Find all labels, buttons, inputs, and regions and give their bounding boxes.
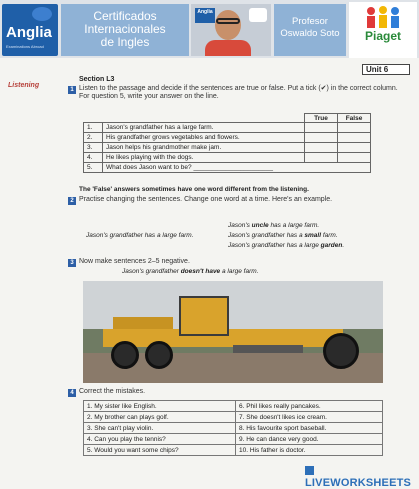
negative-example: Jason's grandfather doesn't have a large farm. [122, 268, 259, 275]
table-row: 1. Jason's grandfather has a large farm. [84, 123, 371, 133]
anglia-logo-text: Anglia [6, 24, 52, 41]
false-column-header: False [338, 114, 371, 123]
true-cell[interactable] [305, 123, 338, 133]
anglia-mini-logo: Anglia [195, 8, 215, 23]
liveworksheets-icon [305, 466, 314, 475]
motor-grader-photo [83, 281, 383, 383]
listening-label: Listening [8, 82, 40, 89]
answer-line[interactable]: What does Jason want to be? ______________________ [103, 163, 371, 173]
mistakes-table [83, 400, 383, 456]
table-row: 3. Jason helps his grandmother make jam. [84, 143, 371, 153]
table-row: 2. My brother can plays golf. 7. She doesn't likes ice cream. [84, 412, 383, 423]
question-4-instructions: Correct the mistakes. [79, 388, 146, 395]
teacher-face [215, 10, 241, 40]
wheel-icon [323, 333, 359, 369]
table-row: 2. His grandfather grows vegetables and flowers. [84, 133, 371, 143]
piaget-logo-text: Piaget [364, 29, 401, 43]
question-3-number: 3 [68, 259, 76, 267]
base-sentence: Jason's grandfather has a large farm. [86, 232, 194, 239]
section-title: Section L3 [79, 76, 115, 83]
true-cell[interactable] [305, 143, 338, 153]
false-cell[interactable] [338, 123, 371, 133]
teacher-body [205, 40, 251, 56]
example-sentence: Jason's grandfather has a small farm. [228, 232, 338, 239]
cab-icon [179, 296, 229, 336]
question-1-instructions: Listen to the passage and decide if the sentences are true or false. Put a tick (✔) in the correct column. For question 5, write your answer on the line. [79, 85, 398, 100]
question-4-number: 4 [68, 389, 76, 397]
teacher-label: Profesor Oswaldo Soto [274, 4, 346, 56]
certificates-title: Certificados Internacionales de Ingles [61, 4, 189, 56]
question-2-number: 2 [68, 197, 76, 205]
true-column-header: True [305, 114, 338, 123]
true-cell[interactable] [305, 153, 338, 163]
false-cell[interactable] [338, 143, 371, 153]
question-1-number: 1 [68, 86, 76, 94]
false-answers-note: The 'False' answers sometimes have one word different from the listening. [79, 186, 309, 193]
anglia-tagline: Examinations Abroad [6, 44, 44, 49]
false-cell[interactable] [338, 153, 371, 163]
teacher-photo [191, 4, 271, 56]
question-2-instructions: Practise changing the sentences. Change one word at a time. Here's an example. [79, 196, 333, 203]
table-row: 4. He likes playing with the dogs. [84, 153, 371, 163]
false-cell[interactable] [338, 133, 371, 143]
children-icon [363, 5, 403, 29]
unit-label: Unit 6 [362, 64, 410, 75]
header-banner [0, 0, 419, 58]
example-sentence: Jason's uncle has a large farm. [228, 222, 320, 229]
true-cell[interactable] [305, 133, 338, 143]
example-sentence: Jason's grandfather has a large garden. [228, 242, 345, 249]
true-false-table [83, 113, 371, 173]
wheel-icon [111, 341, 139, 369]
liveworksheets-watermark: LIVEWORKSHEETS [305, 465, 419, 489]
table-row: 4. Can you play the tennis? 9. He can dance very good. [84, 434, 383, 445]
piaget-logo [349, 2, 417, 58]
globe-icon [32, 7, 52, 21]
badge-icon [249, 8, 267, 22]
table-row: 3. She can't play violin. 8. His favourite sport baseball. [84, 423, 383, 434]
anglia-logo [2, 4, 58, 56]
table-row: 5. What does Jason want to be? ______________________ [84, 163, 371, 173]
table-row: 5. Would you want some chips? 10. His father is doctor. [84, 445, 383, 456]
wheel-icon [145, 341, 173, 369]
glasses-icon [216, 18, 240, 24]
question-3-instructions: Now make sentences 2–5 negative. [79, 258, 190, 265]
table-row: 1. My sister like English. 6. Phil likes really pancakes. [84, 401, 383, 412]
